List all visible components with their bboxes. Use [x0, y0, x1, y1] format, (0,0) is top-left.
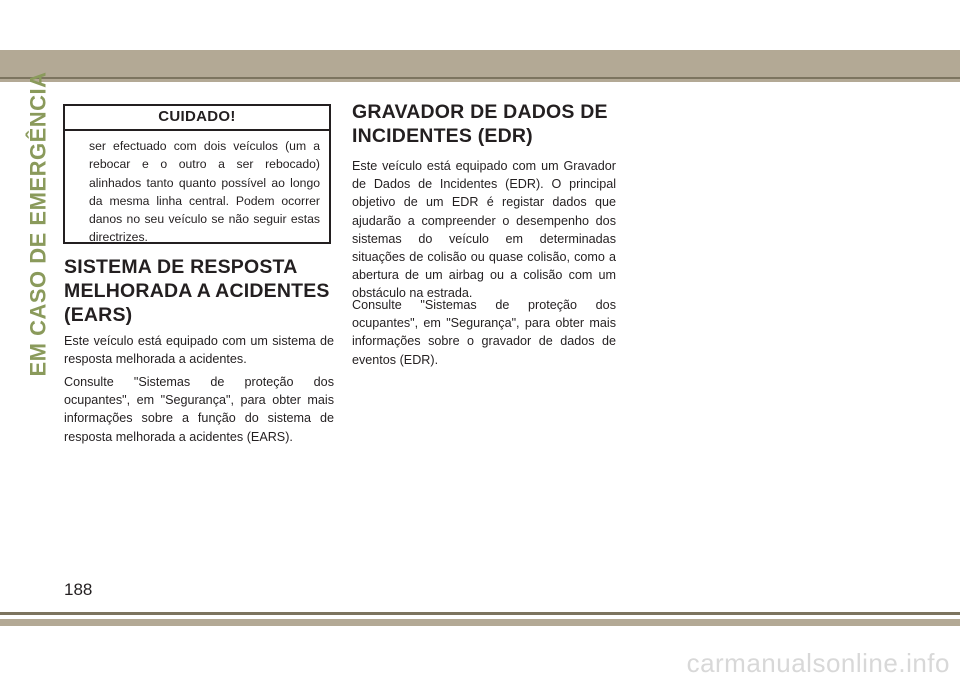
- caution-box: [63, 104, 331, 244]
- watermark-text: carmanualsonline.info: [686, 648, 950, 678]
- ears-paragraph-2: Consulte "Sistemas de proteção dos ocupantes", em "Segurança", para obter mais informações sobre a função do sistema de resposta melhorada a acidentes (EARS).: [64, 375, 334, 444]
- caution-title: CUIDADO!: [65, 106, 329, 131]
- ears-paragraph-1: Este veículo está equipado com um sistema de resposta melhorada a acidentes.: [64, 334, 334, 367]
- edr-heading: GRAVADOR DE DADOS DE INCIDENTES (EDR): [352, 101, 608, 147]
- footer-line: [0, 612, 960, 615]
- edr-paragraph-1: Este veículo está equipado com um Gravador de Dados de Incidentes (EDR). O principal objetivo de um EDR é registar dados que ajudarão a compreender o desempenho dos sistemas do veículo em determinadas situações de colisão ou quase colisão, como a abertura de um airbag ou a colisão com um obstáculo na estrada.: [352, 159, 616, 301]
- section-title-text: EM CASO DE EMERGÊNCIA: [26, 71, 51, 377]
- header-band: [0, 50, 960, 82]
- caution-text: ser efectuado com dois veículos (um a rebocar e o outro a ser rebocado) alinhados tanto quanto possível ao longo da mesma linha central. Podem ocorrer danos no seu veículo se não seguir estas directrizes.: [89, 139, 320, 245]
- header-band-line: [0, 77, 960, 79]
- footer-band: [0, 619, 960, 626]
- page-number: 188: [64, 580, 93, 599]
- ears-heading: SISTEMA DE RESPOSTA MELHORADA A ACIDENTES (EARS): [64, 256, 330, 326]
- section-side-title: [22, 71, 56, 377]
- edr-paragraph-2: Consulte "Sistemas de proteção dos ocupantes", em "Segurança", para obter mais informações sobre o gravador de dados de eventos (EDR).: [352, 298, 616, 367]
